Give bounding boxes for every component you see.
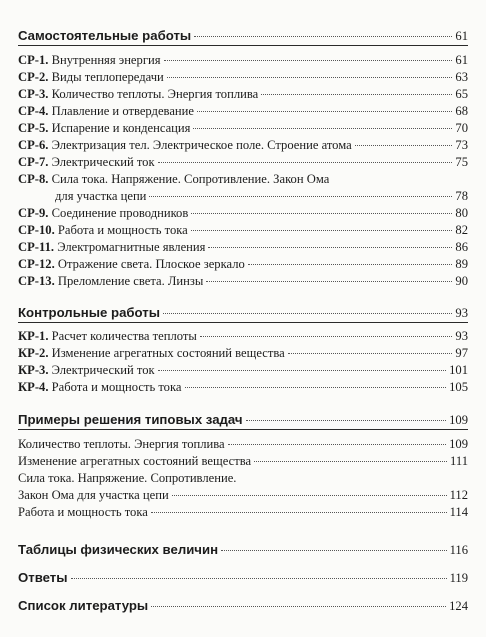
dot-leader	[208, 247, 452, 248]
page-number: 109	[449, 437, 468, 451]
toc-entry[interactable]	[18, 120, 468, 136]
dot-leader	[288, 353, 453, 354]
work-code: СР-12.	[18, 257, 55, 271]
page-number: 78	[455, 189, 468, 203]
dot-leader	[167, 77, 453, 78]
toc-entry[interactable]	[18, 222, 468, 238]
entry-title: Сила тока. Напряжение. Сопротивление. Закон Ома	[51, 172, 330, 186]
entry-title: Виды теплопередачи	[51, 70, 164, 84]
page-number: 63	[455, 70, 468, 84]
work-code: СР-2.	[18, 70, 49, 84]
toc-entry[interactable]	[18, 345, 468, 361]
toc-entry-continuation[interactable]	[18, 188, 468, 204]
work-code: КР-4.	[18, 380, 49, 394]
toc-entry[interactable]	[18, 453, 468, 469]
entry-title: Плавление и отвердевание	[51, 104, 194, 118]
entry-title: Соединение проводников	[51, 206, 189, 220]
entry-title: Испарение и конденсация	[51, 121, 191, 135]
work-code: СР-5.	[18, 121, 49, 135]
dot-leader	[261, 94, 452, 95]
work-code: СР-6.	[18, 138, 49, 152]
dot-leader	[163, 313, 452, 314]
dot-leader	[158, 370, 446, 371]
work-code: СР-4.	[18, 104, 49, 118]
dot-leader	[193, 128, 452, 129]
entry-title: Электрический ток	[51, 155, 155, 169]
toc-entry[interactable]	[18, 52, 468, 68]
dot-leader	[191, 230, 453, 231]
entry-title: Расчет количества теплоты	[51, 329, 197, 343]
dot-leader	[197, 111, 452, 112]
dot-leader	[221, 550, 447, 551]
toc-entry[interactable]	[18, 362, 468, 378]
entry-title: Количество теплоты. Энергия топлива	[51, 87, 259, 101]
page-number: 61	[455, 53, 468, 67]
page-number: 68	[455, 104, 468, 118]
dot-leader	[71, 578, 447, 579]
entry-title: Количество теплоты. Энергия топлива	[18, 437, 225, 451]
dot-leader	[355, 145, 453, 146]
page-number: 75	[455, 155, 468, 169]
toc-entry[interactable]	[18, 328, 468, 344]
entry-title: Электризация тел. Электрическое поле. Строение атома	[51, 138, 352, 152]
toc-section-heading[interactable]	[18, 598, 468, 614]
dot-leader	[248, 264, 453, 265]
page-number: 112	[449, 488, 468, 502]
page-number: 86	[455, 240, 468, 254]
toc-entry[interactable]	[18, 171, 468, 187]
dot-leader	[151, 606, 446, 607]
page-number: 70	[455, 121, 468, 135]
entry-title: Внутренняя энергия	[51, 53, 161, 67]
dot-leader	[185, 387, 447, 388]
page-number: 119	[449, 571, 468, 585]
toc-section-heading[interactable]	[18, 28, 468, 44]
section-title: Самостоятельные работы	[18, 28, 192, 43]
page-number: 101	[449, 363, 468, 377]
dot-leader	[228, 444, 446, 445]
dot-leader	[164, 60, 453, 61]
toc-entry[interactable]	[18, 504, 468, 520]
page-number: 80	[455, 206, 468, 220]
page-number: 93	[455, 306, 468, 320]
toc-entry[interactable]	[18, 154, 468, 170]
work-code: КР-2.	[18, 346, 49, 360]
work-code: СР-8.	[18, 172, 49, 186]
page-number: 93	[455, 329, 468, 343]
dot-leader	[172, 495, 447, 496]
page-number: 97	[455, 346, 468, 360]
toc-entry[interactable]	[18, 256, 468, 272]
toc-entry[interactable]	[18, 137, 468, 153]
section-title: Примеры решения типовых задач	[18, 412, 243, 427]
dot-leader	[206, 281, 452, 282]
toc-entry-continuation[interactable]	[18, 487, 468, 503]
entry-title: Электромагнитные явления	[57, 240, 206, 254]
dot-leader	[151, 512, 447, 513]
entry-title: Отражение света. Плоское зеркало	[57, 257, 245, 271]
work-code: КР-3.	[18, 363, 49, 377]
section-title: Таблицы физических величин	[18, 542, 219, 557]
entry-title: Работа и мощность тока	[57, 223, 188, 237]
work-code: КР-1.	[18, 329, 49, 343]
page-number: 109	[449, 413, 468, 427]
page-number: 90	[455, 274, 468, 288]
entry-title-continuation: для участка цепи	[55, 189, 147, 203]
page-number: 73	[455, 138, 468, 152]
toc-entry[interactable]	[18, 239, 468, 255]
entry-title: Работа и мощность тока	[51, 380, 182, 394]
page-number: 61	[455, 29, 468, 43]
dot-leader	[254, 461, 447, 462]
dot-leader	[200, 336, 453, 337]
page-number: 111	[450, 454, 468, 468]
page-number: 105	[449, 380, 468, 394]
toc-entry[interactable]	[18, 436, 468, 452]
section-title: Контрольные работы	[18, 305, 161, 320]
page-number: 114	[449, 505, 468, 519]
page-number: 82	[455, 223, 468, 237]
work-code: СР-9.	[18, 206, 49, 220]
dot-leader	[194, 36, 452, 37]
toc-section-heading[interactable]	[18, 412, 468, 428]
dot-leader	[191, 213, 452, 214]
work-code: СР-7.	[18, 155, 49, 169]
toc-section-heading[interactable]	[18, 305, 468, 321]
work-code: СР-10.	[18, 223, 55, 237]
section-divider	[18, 45, 468, 46]
section-title: Список литературы	[18, 598, 149, 613]
entry-title: Электрический ток	[51, 363, 155, 377]
toc-entry[interactable]	[18, 470, 468, 486]
toc-entry[interactable]	[18, 86, 468, 102]
page-number: 124	[449, 599, 468, 613]
toc-section-heading[interactable]	[18, 542, 468, 558]
entry-title: Сила тока. Напряжение. Сопротивление.	[18, 471, 237, 485]
entry-title: Работа и мощность тока	[18, 505, 148, 519]
dot-leader	[246, 420, 447, 421]
entry-title: Изменение агрегатных состояний вещества	[18, 454, 252, 468]
dot-leader	[158, 162, 453, 163]
section-divider	[18, 429, 468, 430]
entry-title: Преломление света. Линзы	[57, 274, 204, 288]
entry-title-continuation: Закон Ома для участка цепи	[18, 488, 169, 502]
toc-entry[interactable]	[18, 69, 468, 85]
toc-entry[interactable]	[18, 273, 468, 289]
page-number: 116	[449, 543, 468, 557]
toc-entry[interactable]	[18, 205, 468, 221]
page-number: 89	[455, 257, 468, 271]
work-code: СР-11.	[18, 240, 55, 254]
entry-title: Изменение агрегатных состояний вещества	[51, 346, 285, 360]
section-divider	[18, 322, 468, 323]
toc-section-heading[interactable]	[18, 570, 468, 586]
toc-entry[interactable]	[18, 103, 468, 119]
work-code: СР-13.	[18, 274, 55, 288]
dot-leader	[149, 196, 452, 197]
page-number: 65	[455, 87, 468, 101]
section-title: Ответы	[18, 570, 68, 585]
work-code: СР-3.	[18, 87, 49, 101]
toc-entry[interactable]	[18, 379, 468, 395]
work-code: СР-1.	[18, 53, 49, 67]
